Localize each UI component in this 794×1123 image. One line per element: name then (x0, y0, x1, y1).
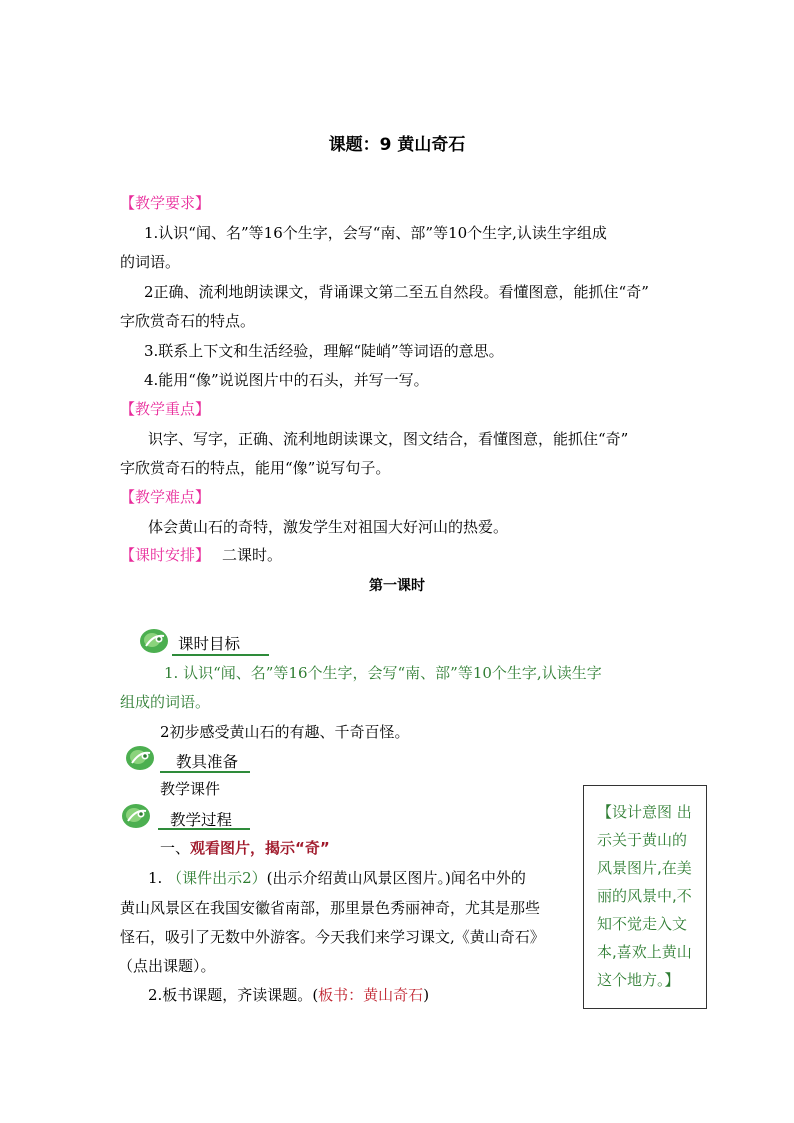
key-point-line: 识字、写字，正确、流利地朗读课文，图文结合，看懂图意，能抓住“奇” (148, 430, 629, 448)
design-note-line: 这个地方。】 (597, 971, 680, 989)
leaf-bullet-icon (138, 626, 172, 656)
requirement-line: 字欣赏奇石的特点。 (120, 312, 256, 330)
key-points-heading: 【教学重点】 (120, 400, 211, 418)
process-paragraph-2 (148, 985, 429, 1005)
goal-line: 1. 认识“闻、名”等16个生字，会写“南、部”等10个生字,认读生字 (164, 664, 602, 682)
schedule-text: 二课时。 (222, 546, 283, 564)
goals-title: 课时目标 (178, 635, 241, 653)
requirement-line: 1.认识“闻、名”等16个生字，会写“南、部”等10个生字,认读生字组成 (144, 224, 607, 242)
requirement-line: 的词语。 (120, 253, 181, 271)
tools-text: 教学课件 (160, 780, 221, 798)
requirement-line: 3.联系上下文和生活经验，理解“陡峭”等词语的意思。 (144, 342, 504, 360)
design-note-line: 知不觉走入文 (597, 915, 688, 933)
p2-text: 2.板书课题，齐读课题。( (148, 986, 319, 1004)
process-title: 教学过程 (170, 811, 233, 829)
difficulties-heading: 【教学难点】 (120, 488, 211, 506)
p1-highlight: （课件出示2） (167, 869, 267, 887)
goals-underline (172, 654, 269, 656)
design-note-line: 丽的风景中,不 (597, 887, 692, 905)
process-paragraph-1 (148, 868, 526, 888)
step-prefix: 一、 (160, 839, 191, 857)
leaf-bullet-icon (120, 801, 154, 831)
schedule-heading: 【课时安排】 (120, 546, 211, 564)
leaf-bullet-icon (124, 743, 158, 773)
p1-line: 怪石，吸引了无数中外游客。今天我们来学习课文,《黄山奇石》 (120, 928, 545, 946)
requirement-line: 2正确、流利地朗读课文，背诵课文第二至五自然段。看懂图意，能抓住“奇” (144, 283, 649, 301)
design-note-line: 示关于黄山的 (597, 831, 688, 849)
p1-number: 1. (148, 869, 163, 887)
design-note-line: 本,喜欢上黄山 (597, 943, 692, 961)
p1-line: 黄山风景区在我国安徽省南部，那里景色秀丽神奇，尤其是那些 (120, 899, 541, 917)
p2-end: ) (423, 986, 430, 1004)
page-title: 课题：9 黄山奇石 (328, 135, 466, 155)
step-title: 观看图片，揭示“奇” (190, 839, 330, 857)
difficulty-line: 体会黄山石的奇特，激发学生对祖国大好河山的热爱。 (148, 518, 509, 536)
tools-title: 教具准备 (176, 753, 239, 771)
goal-line: 2初步感受黄山石的有趣、千奇百怪。 (160, 723, 410, 741)
design-note-line: 【设计意图 出 (597, 803, 692, 821)
goal-line: 组成的词语。 (120, 693, 211, 711)
tools-underline (160, 771, 250, 773)
design-note-line: 风景图片,在美 (597, 859, 692, 877)
requirement-line: 4.能用“像”说说图片中的石头，并写一写。 (144, 371, 429, 389)
p1-text: (出示介绍黄山风景区图片。)闻名中外的 (266, 869, 526, 887)
key-point-line: 字欣赏奇石的特点，能用“像”说写句子。 (120, 459, 391, 477)
lesson-title: 第一课时 (369, 578, 425, 594)
process-step (160, 838, 330, 858)
process-underline (158, 828, 250, 830)
p2-highlight: 板书：黄山奇石 (318, 986, 424, 1004)
requirements-heading: 【教学要求】 (120, 194, 211, 212)
p1-line: （点出课题）。 (118, 957, 216, 975)
